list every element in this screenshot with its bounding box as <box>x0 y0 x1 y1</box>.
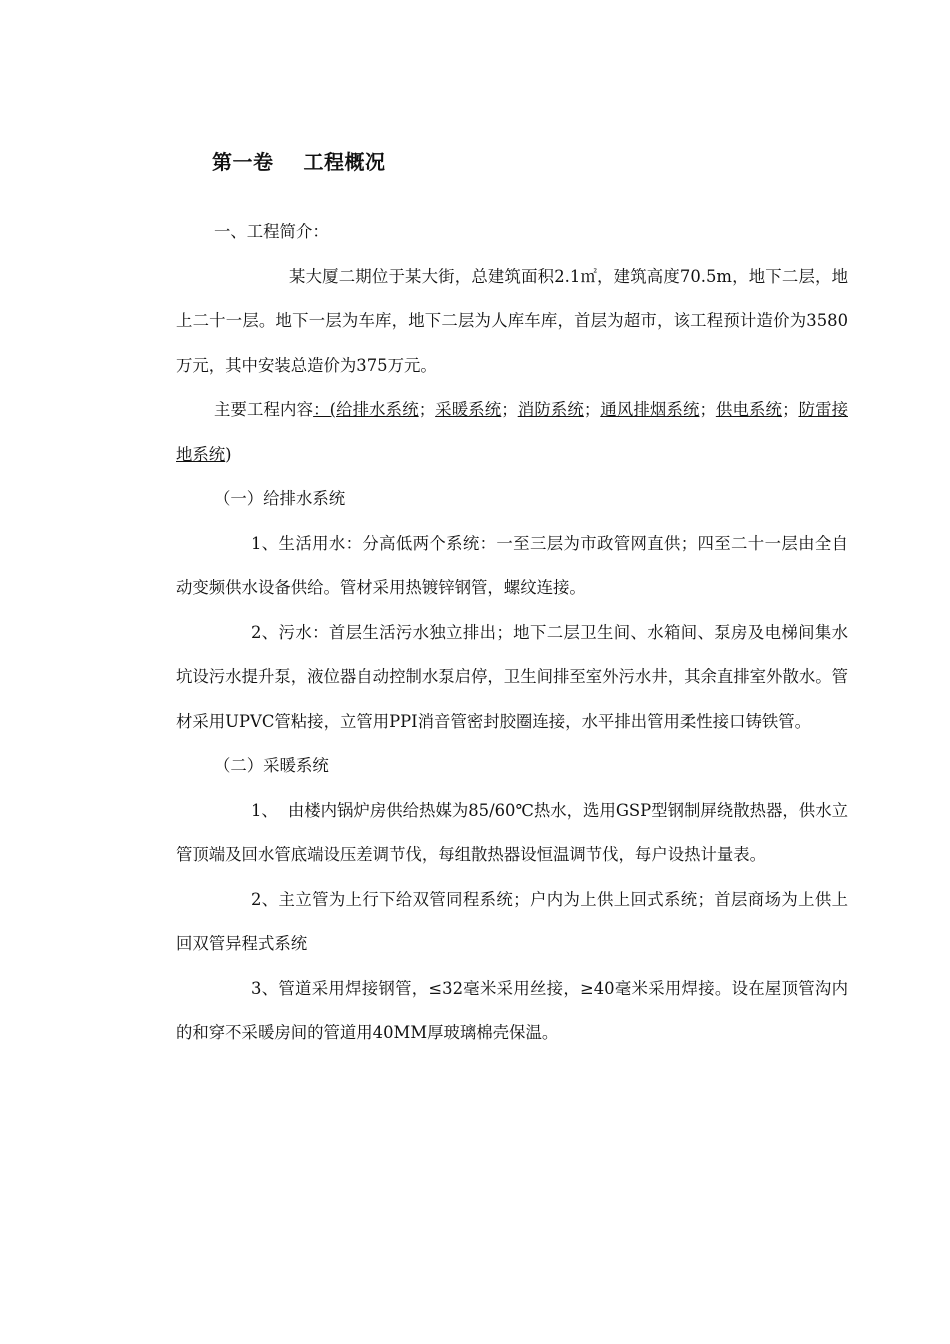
main-content-paragraph <box>176 388 848 477</box>
title-volume: 第一卷 <box>212 150 274 174</box>
page-title <box>212 146 386 175</box>
main-content-sep: ； <box>418 400 436 419</box>
water-item-1: 1、生活用水：分高低两个系统：一至三层为市政管网直供；四至二十一层由全自动变频供水设备供给。管材采用热镀锌钢管，螺纹连接。 <box>176 533 848 597</box>
main-content-item: 采暖系统 <box>435 400 502 419</box>
main-content-sep: ； <box>501 400 518 419</box>
heating-item-1 <box>176 789 848 878</box>
main-content-lead: 主要工程内容 <box>214 400 314 419</box>
main-content-item: 防雷接地系统 <box>176 400 848 464</box>
water-item-2: 2、污水：首层生活污水独立排出；地下二层卫生间、水箱间、泵房及电梯间集水坑设污水提升泵，液位器自动控制水泵启停，卫生间排至室外污水井，其余直排室外散水。管材采用UPVC管粘接，立管用PPI消音管密封胶圈连接，水平排出管用柔性接口铸铁管。 <box>176 622 849 731</box>
main-content-item: 给排水系统 <box>336 400 419 419</box>
heating-item-2: 2、主立管为上行下给双管同程系统；户内为上供上回式系统；首层商场为上供上回双管异程式系统 <box>176 889 848 953</box>
main-content-item: 消防系统 <box>517 400 584 419</box>
main-content-close: ) <box>225 444 232 464</box>
heating-item-3: 3、管道采用焊接钢管，≤32毫米采用丝接，≥40毫米采用焊接。设在屋顶管沟内的和穿不采暖房间的管道用40MM厚玻璃棉壳保温。 <box>176 978 848 1042</box>
main-content-sep: ； <box>699 400 716 419</box>
main-content-open: ：( <box>313 400 337 419</box>
main-content-sep: ； <box>782 400 799 419</box>
subsection-heading-heating: （二）采暖系统 <box>214 756 329 775</box>
intro-paragraph: 某大厦二期位于某大街，总建筑面积2.1㎡，建筑高度70.5m，地下二层，地上二十一层。地下一层为车库，地下二层为人库车库，首层为超市，该工程预计造价为3580万元，其中安装总造价为375万元。 <box>176 266 848 375</box>
main-content-sep: ； <box>583 400 601 419</box>
main-content-item: 通风排烟系统 <box>600 400 700 419</box>
main-content-item: 供电系统 <box>715 400 783 419</box>
document-body <box>176 210 848 1056</box>
heating-item-1-number: 1、 <box>251 800 278 820</box>
subsection-heading-water: （一）给排水系统 <box>214 489 346 508</box>
heating-item-1-text: 由楼内锅炉房供给热媒为85/60℃热水，选用GSP型钢制屏绕散热器，供水立管顶端及回水管底端设压差调节伐，每组散热器设恒温调节伐，每户设热计量表。 <box>176 800 848 864</box>
title-subject: 工程概况 <box>303 150 386 174</box>
section-heading-intro: 一、工程简介： <box>214 222 329 241</box>
